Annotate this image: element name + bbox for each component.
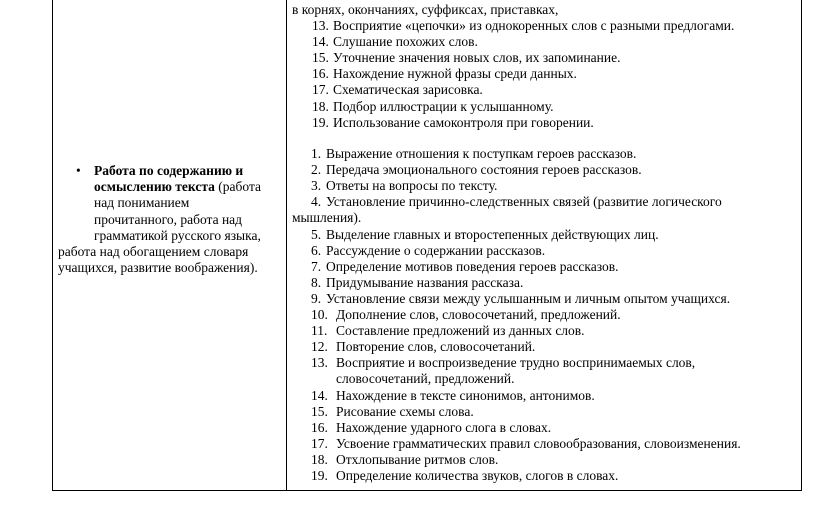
bold-heading-line-1: Работа по содержанию и (94, 163, 244, 178)
list-item-text: Выражение отношения к поступкам героев рассказов. (326, 146, 637, 161)
text-line-6: работа над обогащением словаря (58, 244, 249, 260)
list-item-number: 18. (312, 98, 329, 114)
list-item-text: Выделение главных и второстепенных действующих лиц. (326, 226, 659, 242)
list-item-text: Подбор иллюстрации к услышанному. (333, 98, 554, 114)
list-item-number: 12. (311, 339, 328, 355)
list-item-number: 13. (311, 355, 328, 371)
list-item-text: Отхлопывание ритмов слов. (336, 451, 499, 467)
list-item-number: 3. (311, 178, 322, 194)
list-item-text: словосочетаний, предложений. (336, 371, 515, 387)
list-item-text: Повторение слов, словосочетаний. (336, 339, 536, 355)
text-line-7: учащихся, развитие воображения). (58, 260, 258, 276)
list-item-text: Слушание похожих слов. (333, 34, 478, 50)
list-item-number: 14. (312, 34, 329, 50)
left-cell (58, 163, 280, 276)
list-item-text: Установление причинно-следственных связей (развитие логического (326, 194, 722, 210)
list-item-text: Нахождение ударного слога в словах. (336, 419, 552, 435)
list-item-number: 10. (311, 307, 328, 322)
list-item-number: 15. (311, 403, 328, 419)
list-item-text: Определение мотивов поведения героев рассказов. (326, 258, 619, 274)
column-divider (286, 0, 287, 491)
list-item-text: Придумывание названия рассказа. (326, 274, 524, 290)
list-item-text: Усвоение грамматических правил словообразования, словоизменения. (336, 435, 741, 451)
list-item-number: 1. (311, 146, 322, 161)
list-item-text: Восприятие «цепочки» из однокоренных слов с разными предлогами. (333, 18, 735, 33)
list-item-number: 16. (312, 66, 329, 82)
list-item-number: 19. (311, 468, 328, 483)
list-item-number: 13. (312, 18, 329, 33)
list-item-number: 16. (311, 419, 328, 435)
list-item-text: Определение количества звуков, слогов в словах. (336, 468, 619, 483)
list-item-text: Восприятие и воспроизведение трудно воспринимаемых слов, (336, 355, 696, 371)
list-item-number: 4. (311, 194, 322, 210)
list-item-number: 14. (311, 387, 328, 403)
text-line-5: грамматикой русского языка, (94, 227, 261, 243)
list-item-number: 18. (311, 451, 328, 467)
list-item-number: 7. (311, 258, 322, 274)
list-item-number: 8. (311, 274, 322, 290)
list-item-number: 2. (311, 162, 322, 178)
list-item-number: 5. (311, 226, 322, 242)
heading-line-2 (58, 179, 280, 195)
bullet-item (58, 163, 280, 179)
list-item-text: Передача эмоционального состояния героев рассказов. (326, 162, 642, 178)
text-line-2-rest: (работа (214, 179, 262, 195)
list-item-text: Рассуждение о содержании рассказов. (326, 242, 546, 258)
list-item-text: мышления). (292, 210, 362, 226)
list-item-number: 11. (311, 323, 328, 339)
list-item-number: 19. (312, 114, 329, 130)
list-item-text: Схематическая зарисовка. (333, 82, 483, 98)
bold-heading-line-2: осмыслению текста (94, 179, 215, 195)
list-item-text: Составление предложений из данных слов. (336, 323, 585, 339)
list-item-text: Ответы на вопросы по тексту. (326, 178, 498, 194)
bullet-icon: • (76, 163, 81, 178)
text-line-4: прочитанного, работа над (94, 211, 243, 227)
intro-line: в корнях, окончаниях, суффиксах, приставках, (292, 2, 559, 17)
text-line-3: над пониманием (94, 195, 190, 211)
list-item-number: 17. (312, 82, 329, 98)
list-item-text: Дополнение слов, словосочетаний, предложений. (336, 307, 621, 322)
list-item-text: Установление связи между услышанным и личным опытом учащихся. (326, 290, 731, 306)
list-item-text: Нахождение в тексте синонимов, антонимов. (336, 387, 595, 403)
list-item-number: 9. (311, 290, 322, 306)
list-item-number: 17. (311, 435, 328, 451)
list-item-text: Использование самоконтроля при говорении. (333, 114, 594, 130)
list-item-text: Рисование схемы слова. (336, 403, 474, 419)
list-item-number: 15. (312, 50, 329, 66)
list-item-text: Нахождение нужной фразы среди данных. (333, 66, 577, 82)
list-item-number: 6. (311, 242, 322, 258)
list-item-text: Уточнение значения новых слов, их запоминание. (333, 50, 621, 66)
